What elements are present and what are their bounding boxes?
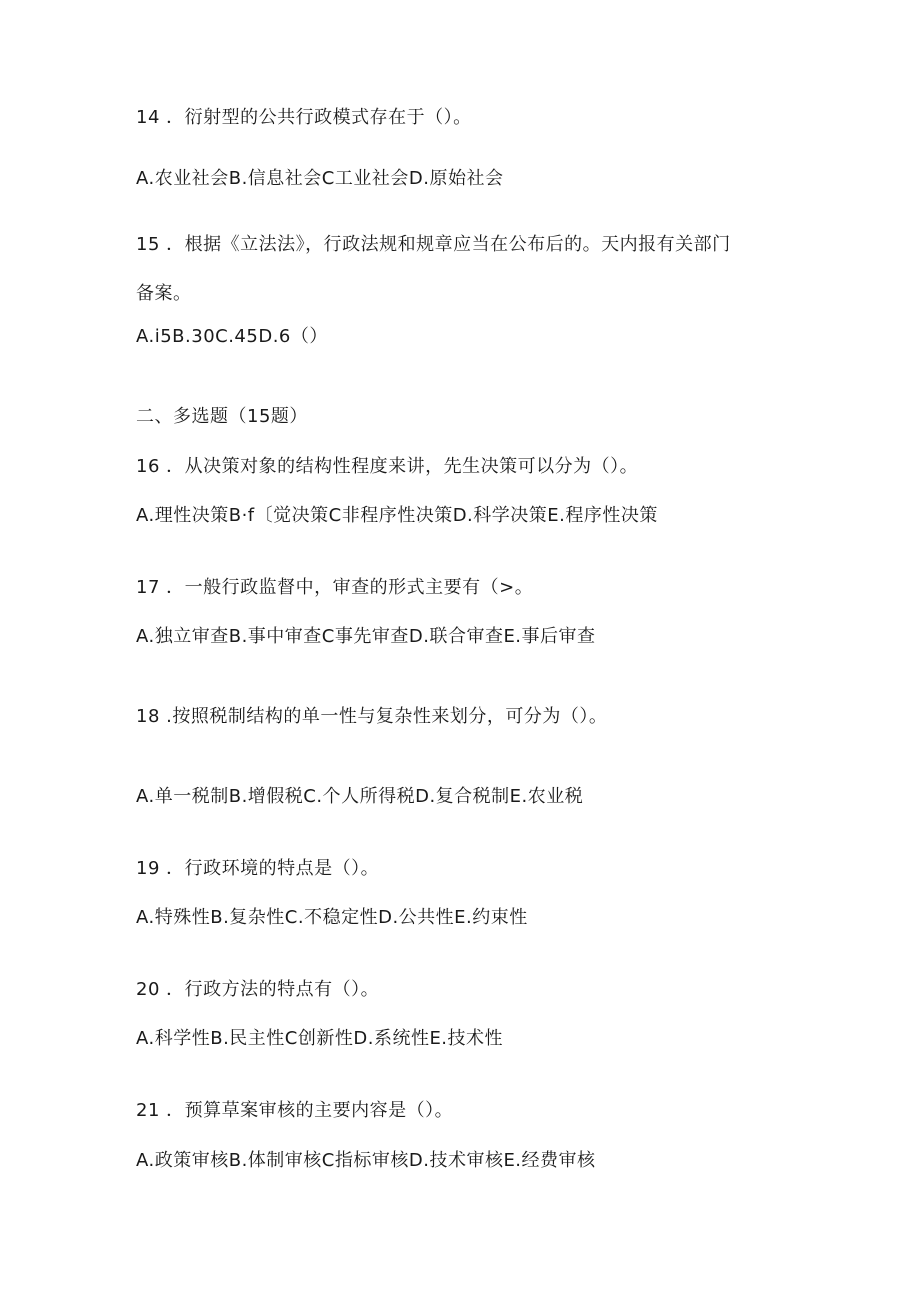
question-18-options: A.单一税制B.增假税C.个人所得税D.复合税制E.农业税: [136, 786, 584, 807]
question-19-stem: 19 ．行政环境的特点是（）。: [136, 858, 380, 879]
question-20-stem: 20 ．行政方法的特点有（）。: [136, 979, 380, 1000]
question-14-options: A.农业社会B.信息社会C工业社会D.原始社会: [136, 168, 504, 189]
question-20-options: A.科学性B.民主性C创新性D.系统性E.技术性: [136, 1028, 504, 1049]
question-18-stem: 18 .按照税制结构的单一性与复杂性来划分，可分为（）。: [136, 706, 608, 727]
section-heading: 二、多选题（15题）: [136, 406, 308, 427]
question-17-stem: 17 ．一般行政监督中，审查的形式主要有（>。: [136, 577, 534, 598]
question-17-options: A.独立审查B.事中审查C事先审查D.联合审查E.事后审查: [136, 626, 596, 647]
question-15-options: A.i5B.30C.45D.6（）: [136, 326, 328, 347]
question-19-options: A.特殊性B.复杂性C.不稳定性D.公共性E.约束性: [136, 907, 528, 928]
question-21-options: A.政策审核B.体制审核C指标审核D.技术审核E.经费审核: [136, 1150, 596, 1171]
question-16-stem: 16 ．从决策对象的结构性程度来讲，先生决策可以分为（）。: [136, 456, 639, 477]
question-15-stem-continued: 备案。: [136, 283, 192, 304]
question-15-stem: 15 ．根据《立法法》，行政法规和规章应当在公布后的。天内报有关部门: [136, 234, 731, 255]
question-14-stem: 14 ．衍射型的公共行政模式存在于（）。: [136, 107, 472, 128]
question-16-options: A.理性决策B·f〔觉决策C非程序性决策D.科学决策E.程序性决策: [136, 505, 658, 526]
question-21-stem: 21 ．预算草案审核的主要内容是（）。: [136, 1100, 454, 1121]
